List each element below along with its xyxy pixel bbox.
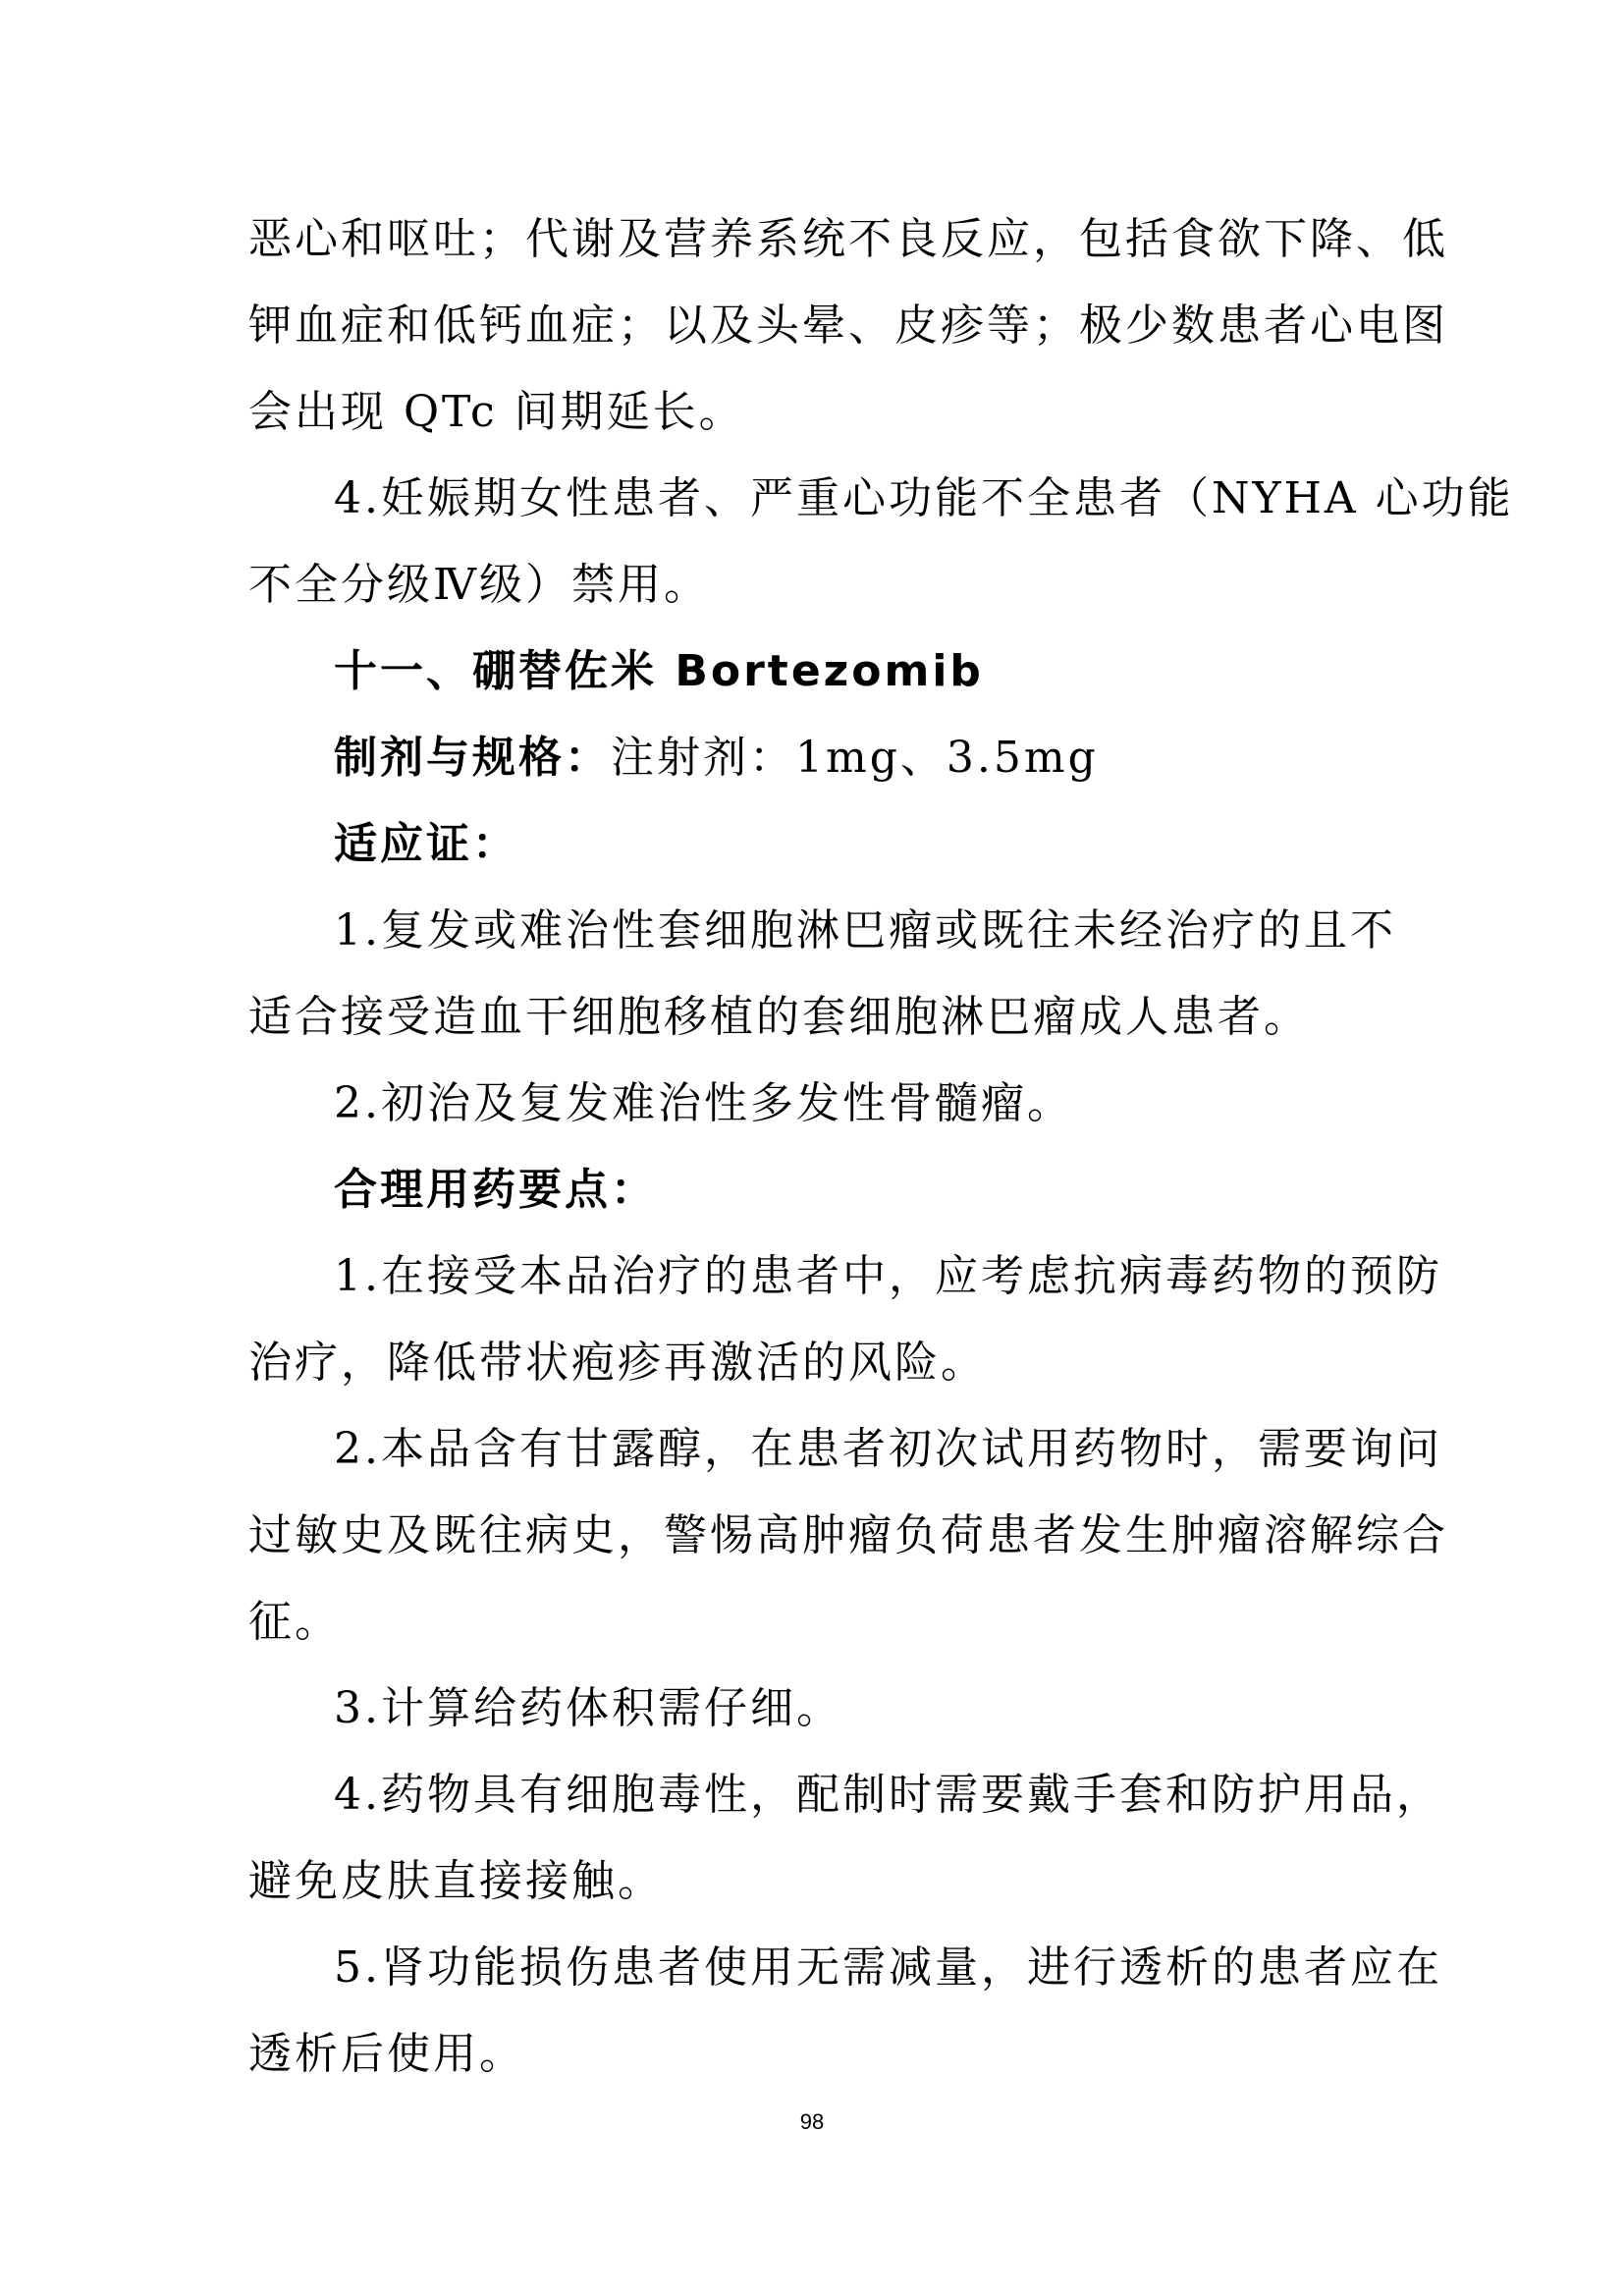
usage-point-2-line-3: 征。 bbox=[248, 1597, 341, 1647]
continued-text-line-3: 会出现 QTc 间期延长。 bbox=[248, 387, 745, 437]
specification-value: 注射剂：1mg、3.5mg bbox=[611, 733, 1099, 783]
page-number: 98 bbox=[799, 2109, 825, 2134]
usage-point-1-line-1: 1.在接受本品治疗的患者中，应考虑抗病毒药物的预防 bbox=[334, 1251, 1442, 1301]
indication-1-line-2: 适合接受造血干细胞移植的套细胞淋巴瘤成人患者。 bbox=[248, 992, 1310, 1042]
indications-label: 适应证： bbox=[334, 819, 518, 869]
usage-point-2-line-2: 过敏史及既往病史，警惕高肿瘤负荷患者发生肿瘤溶解综合 bbox=[248, 1510, 1448, 1560]
usage-point-3: 3.计算给药体积需仔细。 bbox=[334, 1683, 842, 1733]
usage-point-4-line-2: 避免皮肤直接接触。 bbox=[248, 1856, 664, 1906]
usage-point-4-line-1: 4.药物具有细胞毒性，配制时需要戴手套和防护用品， bbox=[334, 1770, 1442, 1820]
indication-2: 2.初治及复发难治性多发性骨髓瘤。 bbox=[334, 1078, 1073, 1128]
usage-point-5-line-1: 5.肾功能损伤患者使用无需减量，进行透析的患者应在 bbox=[334, 1942, 1442, 1993]
contraindication-item-4-line-1: 4.妊娠期女性患者、严重心功能不全患者（NYHA 心功能 bbox=[334, 473, 1514, 523]
continued-text-line-1: 恶心和呕吐；代谢及营养系统不良反应，包括食欲下降、低 bbox=[248, 214, 1448, 264]
specification-paragraph bbox=[334, 729, 1387, 788]
continued-text-line-2: 钾血症和低钙血症；以及头晕、皮疹等；极少数患者心电图 bbox=[248, 301, 1448, 351]
usage-point-5-line-2: 透析后使用。 bbox=[248, 2029, 525, 2079]
section-heading: 十一、硼替佐米 Bortezomib bbox=[334, 646, 984, 696]
usage-point-1-line-2: 治疗，降低带状疱疹再激活的风险。 bbox=[248, 1338, 987, 1388]
contraindication-item-4-line-2: 不全分级Ⅳ级）禁用。 bbox=[248, 560, 710, 610]
usage-point-2-line-1: 2.本品含有甘露醇，在患者初次试用药物时，需要询问 bbox=[334, 1424, 1442, 1474]
usage-points-label: 合理用药要点： bbox=[334, 1165, 657, 1215]
specification-label: 制剂与规格： bbox=[334, 733, 611, 783]
indication-1-line-1: 1.复发或难治性套细胞淋巴瘤或既往未经治疗的且不 bbox=[334, 905, 1396, 956]
